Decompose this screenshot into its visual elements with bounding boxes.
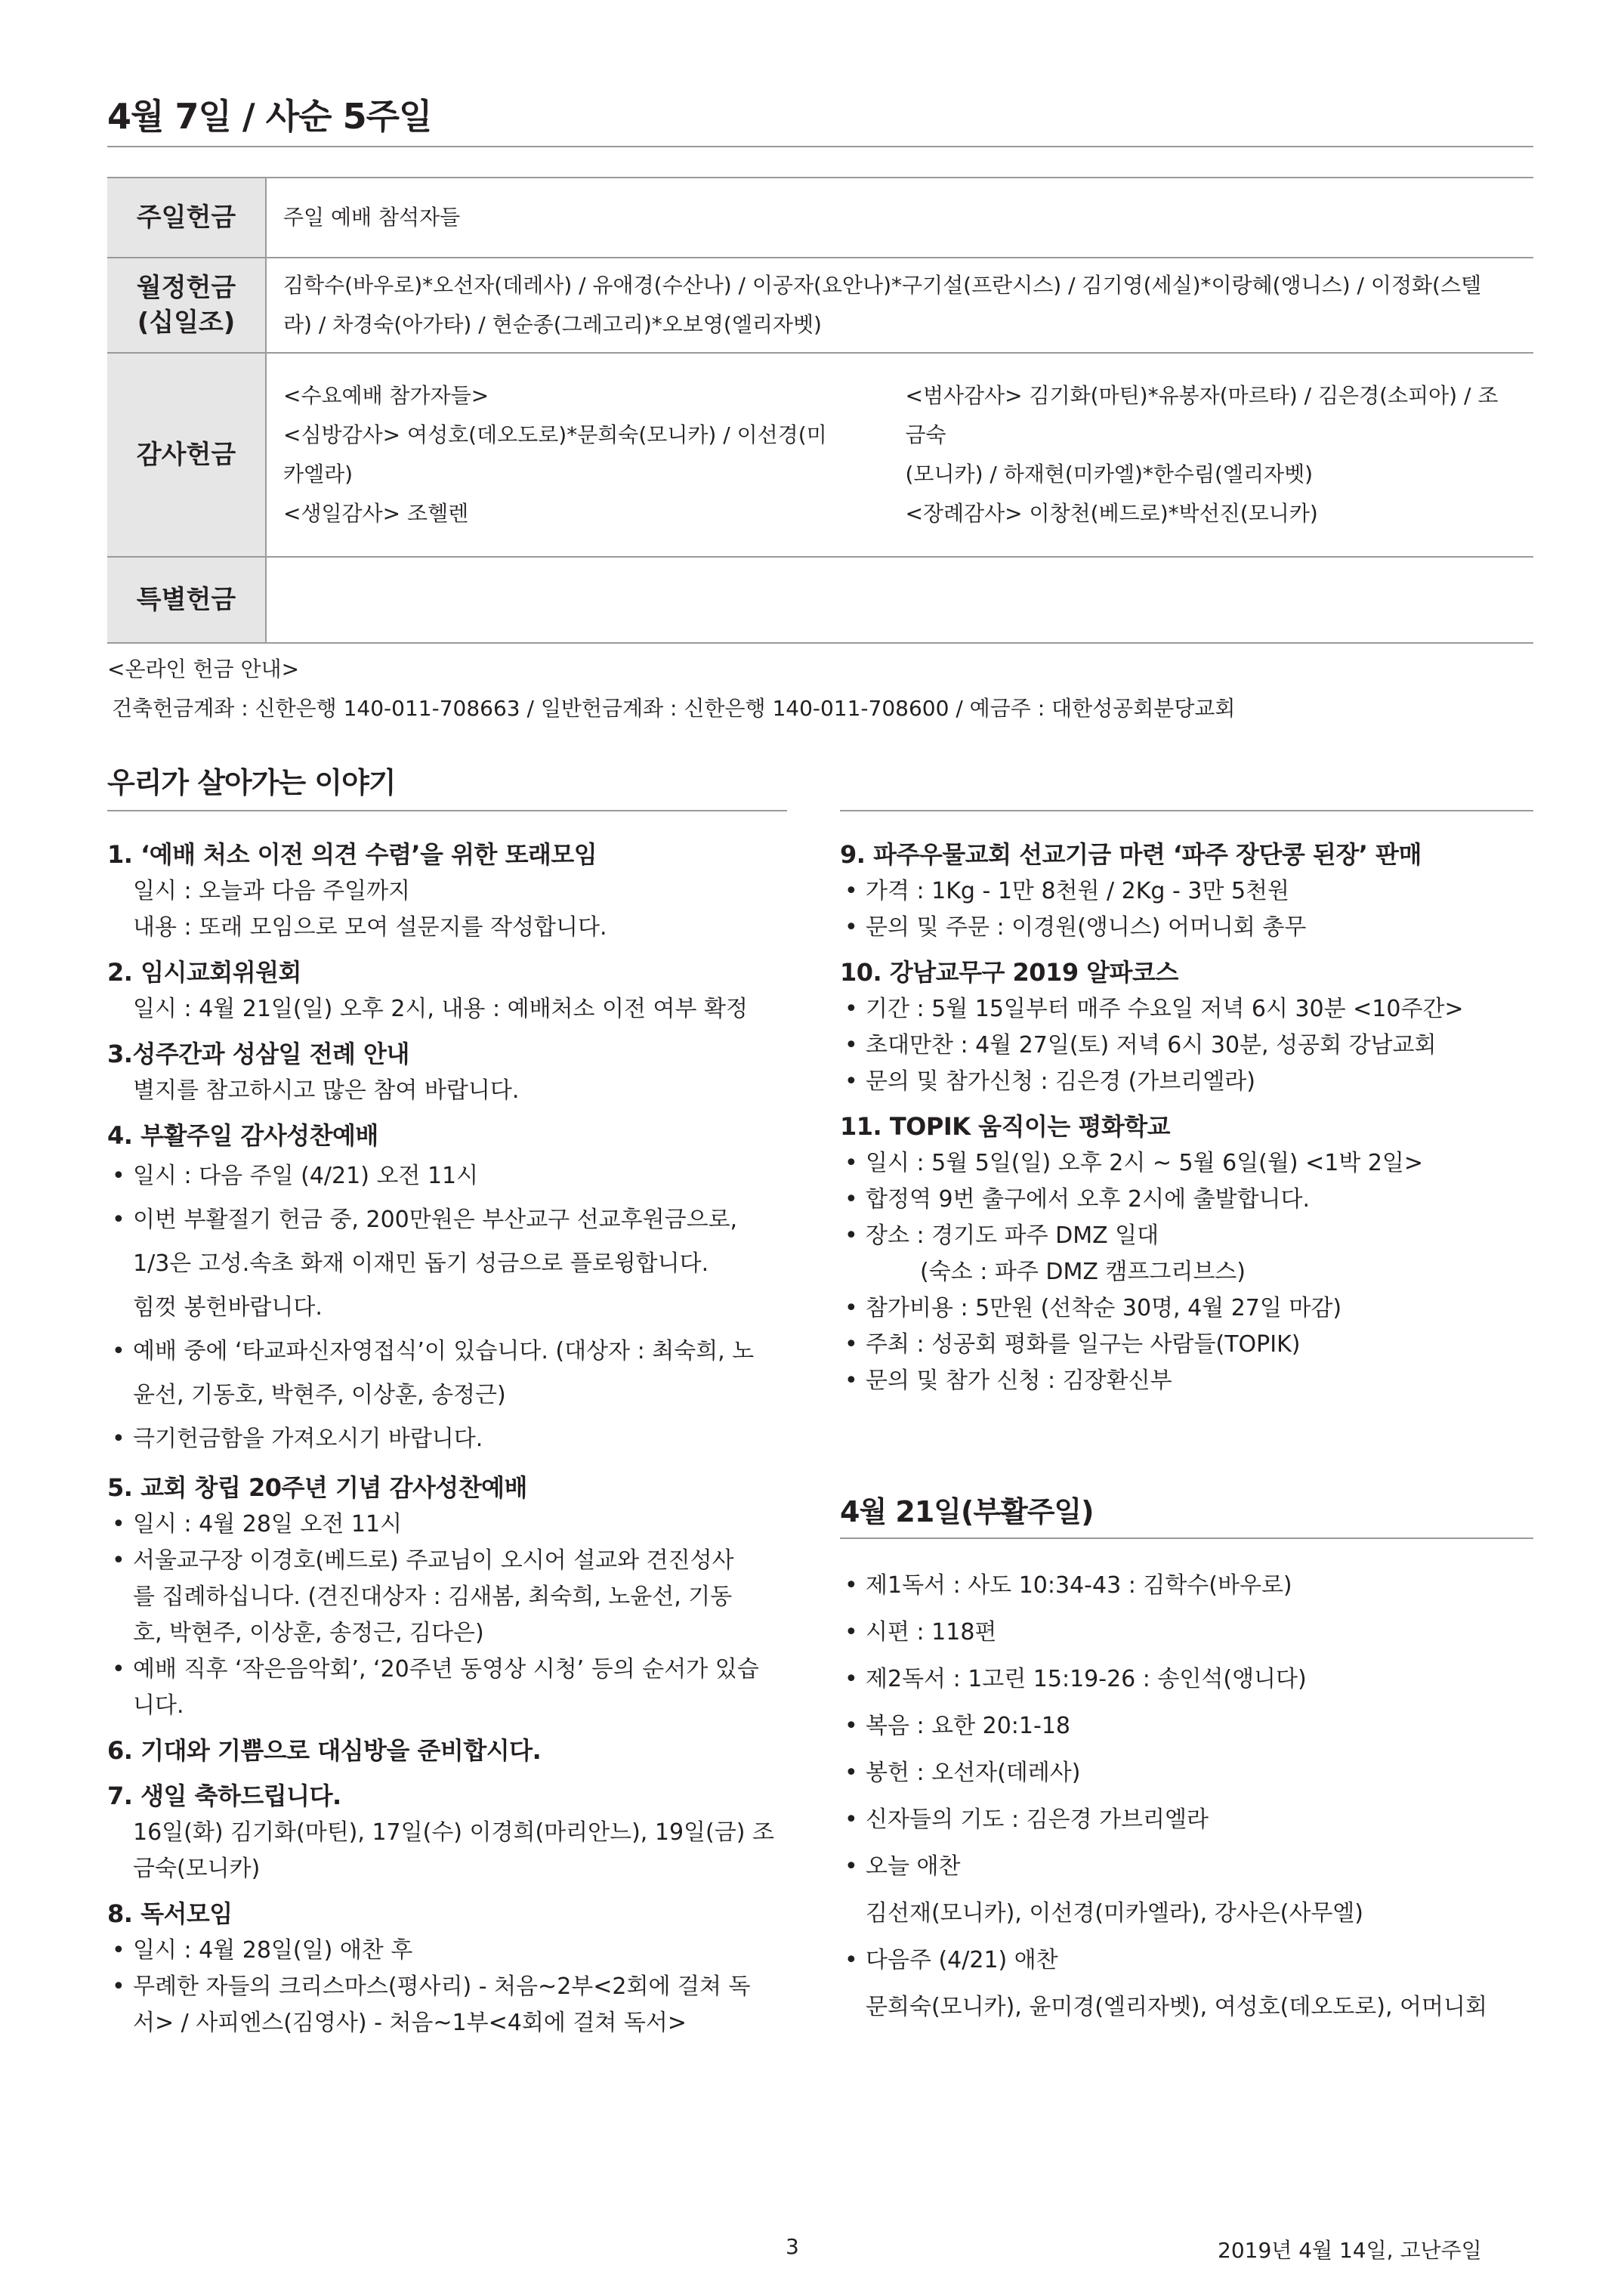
news-4-bullet: • 극기헌금함을 가져오시기 바랍니다. [107, 1417, 787, 1461]
news-11-bullet: • 장소 : 경기도 파주 DMZ 일대 [840, 1218, 1533, 1254]
news-5-title: 5. 교회 창립 20주년 기념 감사성찬예배 [107, 1473, 527, 1502]
news-8-bullet-line: 서> / 사피엔스(김영사) - 처음~1부<4회에 걸쳐 독서> [133, 2010, 687, 2036]
liturgy-names: 김선재(모니카), 이선경(미카엘라), 강사은(사무엘) [866, 1900, 1363, 1927]
online-offering-info [107, 650, 1235, 728]
news-left-column [107, 828, 787, 2041]
news-11-bullet: • 합정역 9번 출구에서 오후 2시에 출발합니다. [840, 1182, 1533, 1218]
offering-label-sunday: 주일헌금 [107, 178, 266, 258]
thanks-right-line: (모니카) / 하재현(미카엘)*한수림(엘리자벳) [905, 462, 1314, 487]
liturgy-item: • 복음 : 요한 20:1-18 [840, 1703, 1533, 1750]
thanks-left-column [283, 376, 895, 533]
news-5-bullet-line: 를 집례하십니다. (견진대상자 : 김새봄, 최숙희, 노윤선, 기동 [133, 1584, 733, 1610]
news-8-bullet: • 일시 : 4월 28일(일) 애찬 후 [107, 1933, 787, 1969]
news-2-line: 일시 : 4월 21일(일) 오후 2시, 내용 : 예배처소 이전 여부 확정 [133, 996, 749, 1022]
news-10-bullet: • 초대만찬 : 4월 27일(토) 저녁 6시 30분, 성공회 강남교회 [840, 1028, 1533, 1064]
online-accounts: 건축헌금계좌 : 신한은행 140-011-708663 / 일반헌금계좌 : 신한은행 140-011-708600 / 예금주 : 대한성공회분당교회 [112, 696, 1236, 721]
news-4-bullet: • 일시 : 다음 주일 (4/21) 오전 11시 [107, 1154, 787, 1198]
offering-table [107, 177, 1533, 644]
online-title: <온라인 헌금 안내> [107, 657, 300, 681]
news-2-title: 2. 임시교회위원회 [107, 958, 301, 987]
liturgy-item: • 제1독서 : 사도 10:34-43 : 김학수(바우로) [840, 1562, 1533, 1609]
offering-row-special [107, 557, 1533, 643]
easter-section-title: 4월 21일(부활주일) [840, 1495, 1094, 1528]
news-4-title: 4. 부활주일 감사성찬예배 [107, 1121, 378, 1150]
news-7-line: 금숙(모니카) [133, 1856, 261, 1882]
thanks-right-line: <장례감사> 이창천(베드로)*박선진(모니카) [905, 501, 1318, 526]
offering-label-monthly-line2: (십일조) [137, 307, 236, 338]
monthly-line1: 김학수(바우로)*오선자(데레사) / 유애경(수산나) / 이공자(요안나)*구기설(프란시스) / 김기영(세실)*이랑혜(앵니스) / 이정화(스텔 [283, 273, 1482, 298]
news-11-bullet: • 일시 : 5월 5일(일) 오후 2시 ~ 5월 6일(월) <1박 2일> [840, 1145, 1533, 1182]
news-5-bullet [107, 1543, 787, 1652]
liturgy-item: • 다음주 (4/21) 애찬 [840, 1937, 1533, 1984]
offering-value-sunday: 주일 예배 참석자들 [266, 178, 1533, 258]
offering-label-monthly [107, 258, 266, 353]
news-1-line: 내용 : 또래 모임으로 모여 설문지를 작성합니다. [133, 914, 607, 941]
news-4-bullet-line: • 이번 부활절기 헌금 중, 200만원은 부산교구 선교후원금으로, [133, 1207, 738, 1233]
news-11-bullet: • 주최 : 성공회 평화를 일구는 사람들(TOPIK) [840, 1327, 1533, 1363]
news-7-line: 16일(화) 김기화(마틴), 17일(수) 이경희(마리안느), 19일(금) 조 [133, 1819, 774, 1846]
news-8-bullet [107, 1969, 787, 2041]
news-left-divider [107, 810, 787, 811]
news-9-bullet: • 가격 : 1Kg - 1만 8천원 / 2Kg - 3만 5천원 [840, 873, 1533, 910]
news-4-bullet [107, 1330, 787, 1417]
news-8-title: 8. 독서모임 [107, 1899, 233, 1928]
offering-value-special [266, 557, 1533, 643]
news-4-bullet-line: • 예배 중에 ‘타교파신자영접식’이 있습니다. (대상자 : 최숙희, 노 [133, 1338, 755, 1364]
news-section-title: 우리가 살아가는 이야기 [107, 766, 396, 799]
news-6-title: 6. 기대와 기쁨으로 대심방을 준비합시다. [107, 1736, 542, 1765]
news-4-bullet-line: 1/3은 고성.속초 화재 이재민 돕기 성금으로 플로윙합니다. [133, 1250, 709, 1277]
news-10-title: 10. 강남교무구 2019 알파코스 [840, 958, 1178, 987]
thanks-left-line: <수요예배 참가자들> [283, 383, 489, 408]
liturgy-item: • 봉헌 : 오선자(데레사) [840, 1750, 1533, 1797]
news-9-title: 9. 파주우물교회 선교기금 마련 ‘파주 장단콩 된장’ 판매 [840, 840, 1422, 869]
title-divider [107, 146, 1533, 147]
thanks-left-line: <생일감사> 조헬렌 [283, 501, 469, 526]
news-11-sub-line: (숙소 : 파주 DMZ 캠프그리브스) [920, 1259, 1246, 1285]
offering-label-special: 특별헌금 [107, 557, 266, 643]
news-4-bullet-line: 윤선, 기동호, 박현주, 이상훈, 송정근) [133, 1382, 506, 1408]
news-4-bullet [107, 1198, 787, 1330]
news-8-bullet-line: • 무례한 자들의 크리스마스(평사리) - 처음~2부<2회에 걸쳐 독 [133, 1973, 751, 2000]
offering-label-monthly-line1: 월정헌금 [136, 273, 236, 303]
news-11-bullet: • 문의 및 참가 신청 : 김장환신부 [840, 1363, 1533, 1399]
liturgy-item: • 신자들의 기도 : 김은경 가브리엘라 [840, 1797, 1533, 1843]
news-5-bullet-line: • 예배 직후 ‘작은음악회’, ‘20주년 동영상 시청’ 등의 순서가 있습 [133, 1656, 759, 1683]
news-1-title: 1. ‘예배 처소 이전 의견 수렴’을 위한 또래모임 [107, 840, 597, 869]
offering-row-sunday [107, 178, 1533, 258]
news-7-title: 7. 생일 축하드립니다. [107, 1782, 341, 1810]
offering-label-thanks: 감사헌금 [107, 353, 266, 557]
news-right-divider [840, 810, 1533, 811]
easter-divider [840, 1537, 1533, 1539]
footer-date: 2019년 4월 14일, 고난주일 [1218, 2238, 1482, 2263]
news-5-bullet-line: • 서울교구장 이경호(베드로) 주교님이 오시어 설교와 견진성사 [133, 1547, 734, 1574]
thanks-right-column [895, 376, 1517, 533]
news-5-bullet-line: 호, 박현주, 이상훈, 송정근, 김다은) [133, 1620, 484, 1646]
page-title: 4월 7일 / 사순 5주일 [107, 96, 432, 137]
news-10-bullet: • 문의 및 참가신청 : 김은경 (가브리엘라) [840, 1064, 1533, 1100]
news-5-bullet: • 일시 : 4월 28일 오전 11시 [107, 1507, 787, 1543]
news-1-line: 일시 : 오늘과 다음 주일까지 [133, 878, 411, 904]
news-right-column [840, 828, 1533, 1399]
news-4-bullet-line: 힘껏 봉헌바랍니다. [133, 1294, 323, 1321]
news-11-bullet: • 참가비용 : 5만원 (선착순 30명, 4월 27일 마감) [840, 1290, 1533, 1327]
offering-value-monthly [266, 258, 1533, 353]
news-3-title: 3.성주간과 성삼일 전례 안내 [107, 1040, 409, 1068]
news-11-title: 11. TOPIK 움직이는 평화학교 [840, 1112, 1171, 1141]
news-5-bullet-line: 니다. [133, 1692, 184, 1719]
easter-liturgy-list [840, 1562, 1533, 2031]
thanks-left-line: <심방감사> 여성호(데오도로)*문희숙(모니카) / 이선경(미 [283, 422, 827, 447]
news-10-bullet: • 기간 : 5월 15일부터 매주 수요일 저녁 6시 30분 <10주간> [840, 991, 1533, 1028]
thanks-left-line: 카엘라) [283, 462, 354, 487]
offering-row-thanks [107, 353, 1533, 557]
offering-row-monthly [107, 258, 1533, 353]
liturgy-item: • 제2독서 : 1고린 15:19-26 : 송인석(앵니다) [840, 1656, 1533, 1703]
news-3-line: 별지를 참고하시고 많은 참여 바랍니다. [133, 1077, 520, 1104]
liturgy-names: 문희숙(모니카), 윤미경(엘리자벳), 여성호(데오도로), 어머니회 [866, 1994, 1487, 2020]
monthly-line2: 라) / 차경숙(아가타) / 현순종(그레고리)*오보영(엘리자벳) [283, 312, 822, 337]
liturgy-item: • 오늘 애찬 [840, 1843, 1533, 1890]
page-number: 3 [786, 2234, 799, 2259]
thanks-right-line: <범사감사> 김기화(마틴)*유봉자(마르타) / 김은경(소피아) / 조금숙 [905, 383, 1499, 447]
offering-value-thanks [266, 353, 1533, 557]
news-5-bullet [107, 1652, 787, 1724]
liturgy-item: • 시편 : 118편 [840, 1609, 1533, 1656]
news-9-bullet: • 문의 및 주문 : 이경원(앵니스) 어머니회 총무 [840, 910, 1533, 946]
